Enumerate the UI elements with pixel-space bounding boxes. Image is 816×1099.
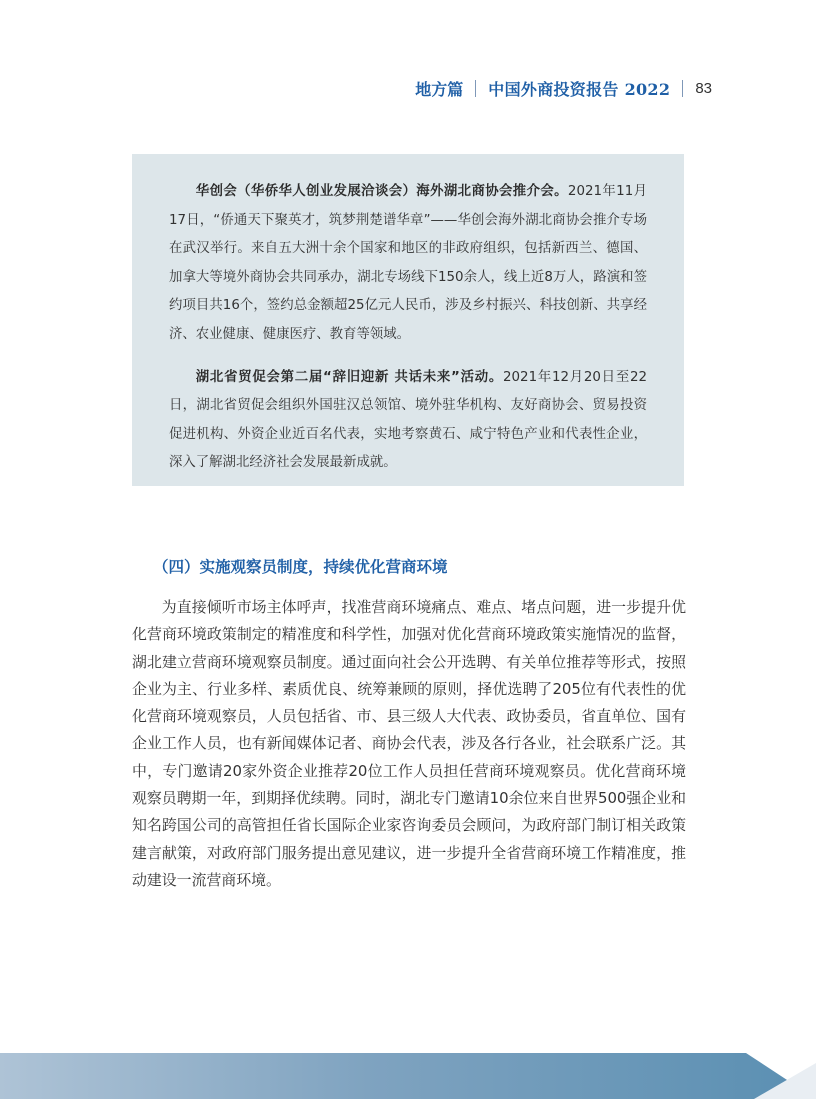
section-heading: （四）实施观察员制度，持续优化营商环境 — [153, 558, 448, 576]
footer-decorative-band — [0, 1053, 816, 1099]
page-number: 83 — [695, 79, 712, 97]
case-text: 2021年11月17日，“侨通天下聚英才，筑梦荆楚谱华章”——华创会海外湖北商协会推介专场在武汉举行。来自五大洲十余个国家和地区的非政府组织，包括新西兰、德国、加拿大等境外商协会共同承办，湖北专场线下150余人，线上近8万人，路演和签约项目共16个，签约总金额超25亿元人民币，涉及乡村振兴、科技创新、共享经济、农业健康、健康医疗、教育等领域。 — [169, 184, 647, 342]
header-report-title: 中国外商投资报告 2022 — [488, 79, 671, 99]
page-header — [415, 76, 712, 100]
case-lead: 华创会（华侨华人创业发展洽谈会）海外湖北商协会推介会。 — [195, 184, 568, 199]
section-body-paragraph: 为直接倾听市场主体呼声，找准营商环境痛点、难点、堵点问题，进一步提升优化营商环境政策制定的精准度和科学性，加强对优化营商环境政策实施情况的监督，湖北建立营商环境观察员制度。通过面向社会公开选聘、有关单位推荐等形式，按照企业为主、行业多样、素质优良、统筹兼顾的原则，择优选聘了205位有代表性的优化营商环境观察员，人员包括省、市、县三级人大代表、政协委员，省直单位、国有企业工作人员，也有新闻媒体记者、商协会代表，涉及各行各业，社会联系广泛。其中，专门邀请20家外资企业推荐20位工作人员担任营商环境观察员。优化营商环境观察员聘期一年，到期择优续聘。同时，湖北专门邀请10余位来自世界500强企业和知名跨国公司的高管担任省长国际企业家咨询委员会顾问，为政府部门制订相关政策建言献策，对政府部门服务提出意见建议，进一步提升全省营商环境工作精准度，推动建设一流营商环境。 — [132, 598, 686, 889]
case-paragraph — [169, 178, 647, 350]
header-divider — [682, 80, 683, 97]
header-divider — [475, 80, 476, 97]
case-text: 2021年12月20日至22日，湖北省贸促会组织外国驻汉总领馆、境外驻华机构、友好商协会、贸易投资促进机构、外资企业近百名代表，实地考察黄石、咸宁特色产业和代表性企业，深入了解湖北经济社会发展最新成就。 — [169, 369, 647, 471]
case-box — [132, 154, 684, 486]
header-section-label: 地方篇 — [415, 79, 464, 99]
case-paragraph — [169, 364, 647, 478]
case-lead: 湖北省贸促会第二届“辞旧迎新 共话未来”活动。 — [195, 369, 504, 385]
